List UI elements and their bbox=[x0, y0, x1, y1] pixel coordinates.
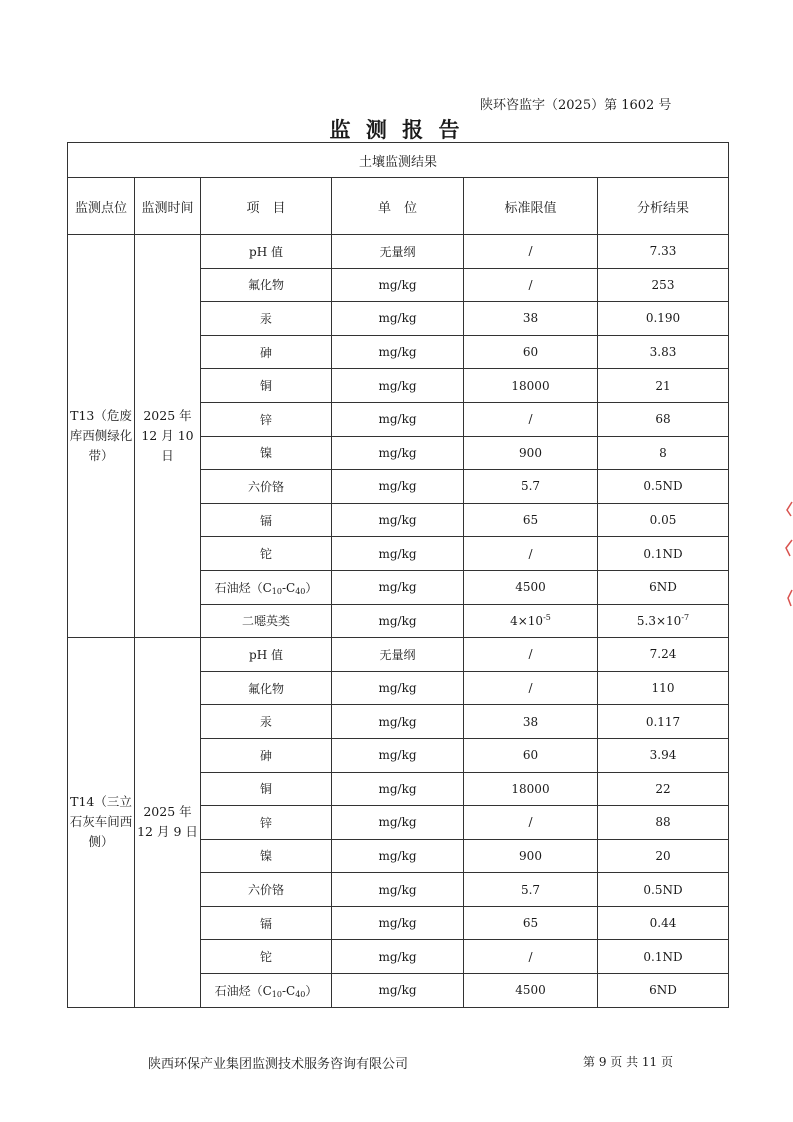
item-cell: 六价铬 bbox=[201, 470, 332, 504]
limit-cell: / bbox=[464, 940, 598, 974]
result-cell: 7.33 bbox=[598, 235, 729, 269]
table-row bbox=[68, 235, 729, 269]
limit-cell: 5.7 bbox=[464, 873, 598, 907]
unit-cell: mg/kg bbox=[332, 335, 464, 369]
result-cell: 7.24 bbox=[598, 638, 729, 672]
result-cell: 0.1ND bbox=[598, 940, 729, 974]
soil-monitoring-table bbox=[67, 142, 729, 1008]
unit-cell: mg/kg bbox=[332, 940, 464, 974]
item-cell: pH 值 bbox=[201, 638, 332, 672]
page-title: 监 测 报 告 bbox=[329, 117, 464, 142]
unit-cell: mg/kg bbox=[332, 604, 464, 638]
item-cell: 砷 bbox=[201, 738, 332, 772]
limit-cell: / bbox=[464, 235, 598, 269]
limit-cell: $4\times 10^{-5}$ bbox=[464, 604, 598, 638]
unit-cell: mg/kg bbox=[332, 772, 464, 806]
stamp-edge-mark bbox=[783, 500, 793, 620]
result-cell: 88 bbox=[598, 806, 729, 840]
result-cell: 68 bbox=[598, 402, 729, 436]
item-cell: 镍 bbox=[201, 839, 332, 873]
item-cell: 砷 bbox=[201, 335, 332, 369]
result-cell: 6ND bbox=[598, 570, 729, 604]
item-cell: 铊 bbox=[201, 940, 332, 974]
limit-cell: / bbox=[464, 537, 598, 571]
result-cell: 0.117 bbox=[598, 705, 729, 739]
result-cell: 6ND bbox=[598, 974, 729, 1008]
limit-cell: / bbox=[464, 402, 598, 436]
item-cell: 二噁英类 bbox=[201, 604, 332, 638]
unit-cell: mg/kg bbox=[332, 302, 464, 336]
item-cell: 石油烃$(C_{10}-C_{40})$ bbox=[201, 570, 332, 604]
item-cell: 氟化物 bbox=[201, 268, 332, 302]
result-cell: 0.1ND bbox=[598, 537, 729, 571]
unit-cell: mg/kg bbox=[332, 537, 464, 571]
column-header-unit: 单 位 bbox=[332, 178, 464, 235]
limit-cell: 4500 bbox=[464, 974, 598, 1008]
result-cell: 20 bbox=[598, 839, 729, 873]
item-cell: 石油烃$(C_{10}-C_{40})$ bbox=[201, 974, 332, 1008]
item-cell: 镍 bbox=[201, 436, 332, 470]
limit-cell: 38 bbox=[464, 302, 598, 336]
item-cell: 汞 bbox=[201, 302, 332, 336]
limit-cell: 900 bbox=[464, 436, 598, 470]
unit-cell: 无量纲 bbox=[332, 638, 464, 672]
limit-cell: 900 bbox=[464, 839, 598, 873]
column-header-item: 项 目 bbox=[201, 178, 332, 235]
table-caption: 土壤监测结果 bbox=[68, 143, 729, 178]
item-cell: 汞 bbox=[201, 705, 332, 739]
document-number: 陕环咨监字（2025）第 1602 号 bbox=[480, 98, 672, 113]
unit-cell: mg/kg bbox=[332, 436, 464, 470]
unit-cell: mg/kg bbox=[332, 738, 464, 772]
column-header-limit: 标准限值 bbox=[464, 178, 598, 235]
limit-cell: 4500 bbox=[464, 570, 598, 604]
unit-cell: mg/kg bbox=[332, 470, 464, 504]
result-cell: 110 bbox=[598, 671, 729, 705]
limit-cell: / bbox=[464, 671, 598, 705]
unit-cell: mg/kg bbox=[332, 503, 464, 537]
result-cell: 0.5ND bbox=[598, 873, 729, 907]
item-cell: 锌 bbox=[201, 806, 332, 840]
unit-cell: mg/kg bbox=[332, 839, 464, 873]
unit-cell: mg/kg bbox=[332, 873, 464, 907]
item-cell: 锌 bbox=[201, 402, 332, 436]
column-header-time: 监测时间 bbox=[135, 178, 201, 235]
item-cell: pH 值 bbox=[201, 235, 332, 269]
limit-cell: 60 bbox=[464, 738, 598, 772]
result-cell: 8 bbox=[598, 436, 729, 470]
unit-cell: mg/kg bbox=[332, 705, 464, 739]
item-cell: 氟化物 bbox=[201, 671, 332, 705]
column-header-point: 监测点位 bbox=[68, 178, 135, 235]
result-cell: 253 bbox=[598, 268, 729, 302]
result-cell: 3.94 bbox=[598, 738, 729, 772]
limit-cell: / bbox=[464, 806, 598, 840]
result-cell: 0.44 bbox=[598, 906, 729, 940]
unit-cell: mg/kg bbox=[332, 974, 464, 1008]
column-header-result: 分析结果 bbox=[598, 178, 729, 235]
limit-cell: / bbox=[464, 268, 598, 302]
limit-cell: / bbox=[464, 638, 598, 672]
item-cell: 铜 bbox=[201, 772, 332, 806]
result-cell: 0.05 bbox=[598, 503, 729, 537]
limit-cell: 18000 bbox=[464, 369, 598, 403]
unit-cell: mg/kg bbox=[332, 369, 464, 403]
item-cell: 镉 bbox=[201, 503, 332, 537]
unit-cell: mg/kg bbox=[332, 402, 464, 436]
limit-cell: 65 bbox=[464, 906, 598, 940]
unit-cell: 无量纲 bbox=[332, 235, 464, 269]
monitoring-time-cell: 2025 年 12 月 10 日 bbox=[135, 235, 201, 638]
result-cell: 0.5ND bbox=[598, 470, 729, 504]
monitoring-point-cell: T13（危废库西侧绿化带） bbox=[68, 235, 135, 638]
table-row bbox=[68, 638, 729, 672]
result-cell: 21 bbox=[598, 369, 729, 403]
unit-cell: mg/kg bbox=[332, 570, 464, 604]
limit-cell: 60 bbox=[464, 335, 598, 369]
unit-cell: mg/kg bbox=[332, 268, 464, 302]
limit-cell: 18000 bbox=[464, 772, 598, 806]
result-cell: 22 bbox=[598, 772, 729, 806]
footer-page-number: 第 9 页 共 11 页 bbox=[583, 1055, 673, 1069]
item-cell: 镉 bbox=[201, 906, 332, 940]
unit-cell: mg/kg bbox=[332, 671, 464, 705]
item-cell: 铜 bbox=[201, 369, 332, 403]
monitoring-point-cell: T14（三立石灰车间西侧） bbox=[68, 638, 135, 1008]
limit-cell: 38 bbox=[464, 705, 598, 739]
item-cell: 六价铬 bbox=[201, 873, 332, 907]
result-cell: $5.3\times 10^{-7}$ bbox=[598, 604, 729, 638]
monitoring-time-cell: 2025 年 12 月 9 日 bbox=[135, 638, 201, 1008]
limit-cell: 5.7 bbox=[464, 470, 598, 504]
unit-cell: mg/kg bbox=[332, 906, 464, 940]
footer-company: 陕西环保产业集团监测技术服务咨询有限公司 bbox=[148, 1057, 409, 1072]
limit-cell: 65 bbox=[464, 503, 598, 537]
unit-cell: mg/kg bbox=[332, 806, 464, 840]
result-cell: 3.83 bbox=[598, 335, 729, 369]
item-cell: 铊 bbox=[201, 537, 332, 571]
result-cell: 0.190 bbox=[598, 302, 729, 336]
